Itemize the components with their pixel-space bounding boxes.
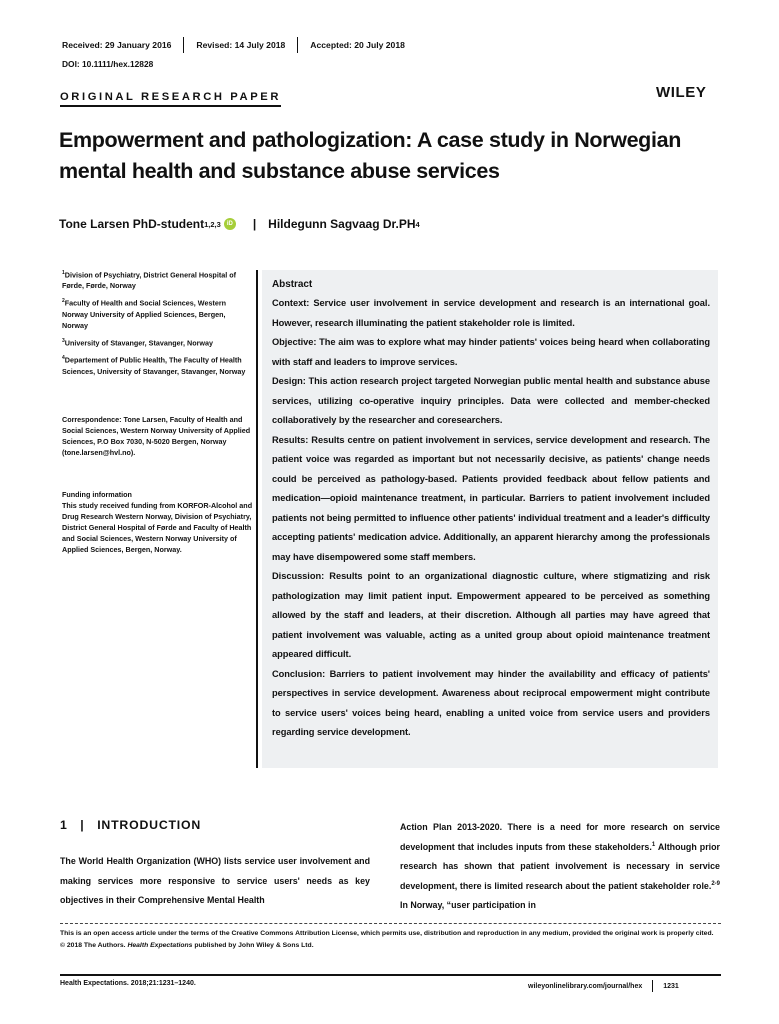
author-affiliation-ref: 1,2,3 (204, 219, 221, 229)
correspondence-label: Correspondence: (62, 415, 122, 424)
article-type: ORIGINAL RESEARCH PAPER (60, 91, 281, 107)
article-title: Empowerment and pathologization: A case study in Norwegian mental health and substance abuse services (59, 128, 681, 183)
section-separator: | (80, 818, 85, 832)
correspondence (62, 414, 256, 458)
divider (652, 980, 653, 992)
abstract-section-text: Results centre on patient involvement in services, service development and research. The patient voice was regarded as important but not necessarily decisive, as patients' change needs could be perceived as pathology-based. Patients provided feedback about fellow patients and medication—opioid maintenance treatment, in particular. Barriers to patient involvement included patients not being permitted to influence other patients' individual treatment and a leader's difficulty accepting patients' medication advice. Additionally, an apparent hierarchy among the professionals may have disempowered some staff members. (272, 434, 710, 562)
copyright-suffix: published by John Wiley & Sons Ltd. (192, 941, 314, 949)
footer-rule (60, 974, 721, 976)
body-text: In Norway, “user participation in (400, 900, 536, 910)
accepted-date: 20 July 2018 (354, 40, 405, 50)
affiliation-number: 3 (62, 337, 65, 344)
license-notice (60, 928, 725, 951)
affiliation (62, 336, 252, 348)
affiliation (62, 296, 252, 330)
author-separator: | (252, 217, 257, 231)
body-text-column-2 (400, 818, 720, 916)
funding-information (62, 489, 256, 555)
body-text: Although prior research has shown that patient involvement is necessary in service development, there is limited research about the patient stakeholder role. (400, 841, 720, 891)
affiliation-number: 4 (62, 355, 65, 362)
abstract-section-text: The aim was to explore what may hinder patients' voices being heard when collaborating with staff and leaders to improve services. (272, 337, 710, 367)
citation-ref[interactable]: 2-9 (711, 880, 720, 887)
abstract-section-conclusion (272, 665, 710, 743)
abstract-rule (256, 270, 258, 768)
correspondence-text[interactable]: Tone Larsen, Faculty of Health and Social Sciences, Western Norway University of Applied Sciences, P.O Box 7030, N-5020 Bergen, Norway (tone.larsen@hvl.no). (62, 415, 251, 457)
revised-date: 14 July 2018 (234, 40, 286, 50)
affiliations (62, 268, 252, 382)
section-number: 1 (60, 818, 68, 832)
orcid-icon[interactable]: iD (224, 218, 236, 230)
license-text: This is an open access article under the terms of the Creative Commons Attribution License, which permits use, distribution and reproduction in any medium, provided the original work is properly cited. (60, 930, 714, 937)
author-affiliation-ref: 4 (415, 219, 420, 229)
publisher-logo: WILEY (656, 84, 707, 101)
abstract-heading: Abstract (272, 279, 313, 290)
citation-ref[interactable]: 1 (651, 841, 656, 848)
body-text: Action Plan 2013-2020. There is a need for more research on service development that includes inputs from these stakeholders. (400, 822, 720, 852)
revised-label: Revised: (196, 40, 233, 50)
journal-name: Health Expectations (127, 941, 193, 949)
abstract-box (262, 270, 718, 768)
abstract-section-label: Results: (272, 434, 309, 445)
affiliation-text: Departement of Public Health, The Faculty of Health Sciences, University of Stavanger, Stavanger, Norway (62, 355, 246, 376)
accepted-label: Accepted: (310, 40, 352, 50)
abstract-section-discussion (272, 567, 710, 665)
abstract-section-label: Context: (272, 298, 310, 308)
divider (183, 37, 184, 53)
abstract-section-label: Discussion: (272, 571, 325, 581)
abstract-section-text: Results point to an organizational diagnostic culture, where stigmatizing and risk pathologization may limit patient input. Empowerment appeared to be perceived as something allowed by the staff and leaders, at their discretion. Although all parties may have agreed that patient involvement was valuable, acting as a united group about opioid maintenance treatment appeared difficult. (272, 571, 710, 659)
abstract-section-label: Design: (272, 376, 306, 386)
footer-right (528, 980, 679, 992)
copyright-prefix: © 2018 The Authors. (60, 941, 128, 949)
abstract-section-label: Conclusion: (272, 668, 326, 679)
author-list (59, 217, 420, 231)
affiliation-text: Division of Psychiatry, District General Hospital of Førde, Førde, Norway (62, 270, 236, 291)
author-name[interactable]: Tone Larsen PhD-student (59, 217, 205, 231)
abstract-section-text: Service user involvement in service development and research is an international goal. However, research illuminating the patient stakeholder role is limited. (272, 298, 710, 328)
received-date: 29 January 2016 (105, 40, 172, 50)
affiliation-text: University of Stavanger, Stavanger, Norway (64, 338, 213, 348)
abstract-section-text: Barriers to patient involvement may hinder the availability and efficacy of patients' perspectives in service development. Awareness about reciprocal empowerment might contribute to service users' voices being heard, enabling a united voice from service users and providers regarding service development. (272, 668, 710, 737)
abstract-section-design (272, 372, 710, 431)
received-label: Received: (62, 40, 103, 50)
affiliation-number: 1 (62, 270, 65, 276)
page-number: 1231 (663, 982, 679, 990)
divider (297, 37, 298, 53)
doi[interactable]: DOI: 10.1111/hex.12828 (62, 59, 154, 69)
affiliation-text: Faculty of Health and Social Sciences, Western Norway University of Applied Sciences, Bergen, Norway (62, 298, 227, 330)
affiliation-number: 2 (62, 298, 65, 305)
funding-text: This study received funding from KORFOR-Alcohol and Drug Research Western Norway, Division of Psychiatry, District General Hospital of Førde and Faculty of Health and Social Sciences, Western Norway University of Applied Sciences, Bergen, Norway. (62, 501, 253, 554)
copyright-line (60, 940, 725, 952)
abstract-section-text: This action research project targeted Norwegian public mental health and substance abuse services, utilizing co-operative inquiry principles. Data were collected and member-checked collaboratively by the researcher and coresearchers. (272, 376, 710, 425)
section-title: INTRODUCTION (97, 818, 202, 832)
abstract-section-context (272, 294, 710, 333)
abstract-section-label: Objective: (272, 337, 317, 347)
section-heading-introduction (60, 818, 201, 832)
affiliation (62, 268, 252, 291)
journal-url[interactable]: wileyonlinelibrary.com/journal/hex (528, 982, 643, 990)
footnote-divider (60, 923, 721, 924)
article-history (62, 37, 405, 53)
author-name[interactable]: Hildegunn Sagvaag Dr.PH (268, 217, 416, 231)
abstract-section-objective (272, 333, 710, 372)
affiliation (62, 353, 252, 376)
journal-citation: Health Expectations. 2018;21:1231–1240. (60, 980, 196, 987)
funding-label: Funding information (62, 490, 132, 499)
body-text-column-1: The World Health Organization (WHO) lists service user involvement and making services more responsive to service users' needs as key objectives in their Comprehensive Mental Health (60, 856, 370, 905)
abstract-section-results (272, 431, 710, 568)
